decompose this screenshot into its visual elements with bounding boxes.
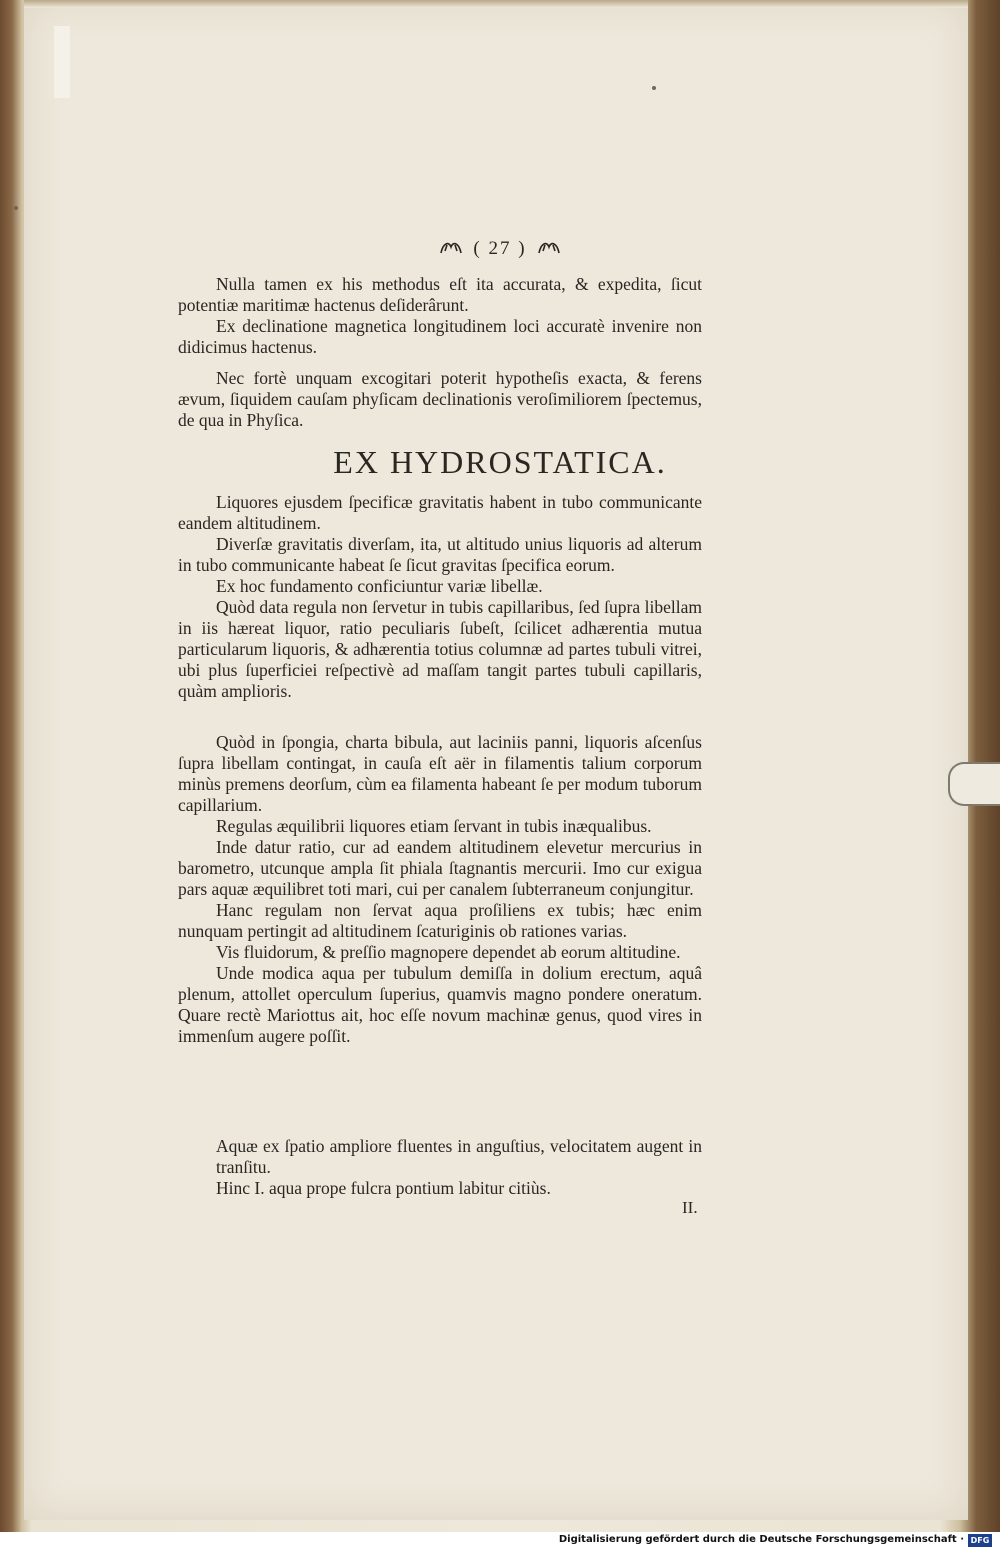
section-title: EX HYDROSTATICA. (333, 444, 667, 480)
page-number: ( 27 ) (473, 238, 527, 259)
dfg-logo-icon: DFG (968, 1534, 992, 1547)
paragraph-block-main-2 (178, 732, 702, 1047)
paragraph: Liquores ejusdem ſpecificæ gravitatis habent in tubo communicante eandem altitudinem. (178, 492, 702, 533)
paragraph-block-intro-2 (178, 368, 702, 431)
paragraph: Ex declinatione magnetica longitudinem loci accuratè invenire non didicimus hactenus. (178, 316, 702, 357)
paragraph: Regulas æquilibrii liquores etiam ſervant in tubis inæqualibus. (216, 816, 652, 836)
left-ornament-icon (439, 239, 463, 255)
paper-tab-strip (54, 26, 70, 98)
paragraph: Ex hoc fundamento conficiuntur variæ libellæ. (216, 576, 543, 596)
right-ornament-icon (537, 239, 561, 255)
paper-speck (652, 86, 656, 90)
running-header (0, 238, 1000, 260)
paragraph: Unde modica aqua per tubulum demiſſa in dolium erectum, aquâ plenum, attollet operculum ſuperius, quamvis magno pondere oneratum. Quare rectè Mariottus ait, hoc eſſe novum machinæ genus, quod vires in immenſum augere poſſit. (178, 963, 702, 1046)
page-top-edge (24, 0, 968, 8)
digitization-credit: Digitalisierung gefördert durch die Deutsche Forschungsgemeinschaft · (558, 1534, 964, 1545)
paragraph-block-intro-1 (178, 274, 702, 358)
paragraph: Hinc I. aqua prope fulcra pontium labitur citiùs. (216, 1178, 551, 1198)
catchword: II. (682, 1198, 698, 1217)
paragraph-block-main (178, 492, 702, 702)
binding-mark (14, 206, 18, 210)
paragraph: Nulla tamen ex his methodus eſt ita accurata, & expedita, ſicut potentiæ maritimæ hactenus deſiderârunt. (178, 274, 702, 315)
paragraph-block-closing (216, 1136, 702, 1199)
paragraph: Hanc regulam non ſervat aqua proſiliens ex tubis; hæc enim nunquam pertingit ad altitudinem ſcaturiginis ob rationes varias. (178, 900, 702, 941)
paragraph: Aquæ ex ſpatio ampliore fluentes in anguſtius, velocitatem augent in tranſitu. (216, 1136, 702, 1177)
paragraph: Diverſæ gravitatis diverſam, ita, ut altitudo unius liquoris ad alterum in tubo communicante habeat ſe ſicut gravitas ſpecifica eorum. (178, 534, 702, 575)
paragraph: Vis fluidorum, & preſſio magnopere dependet ab eorum altitudine. (216, 942, 681, 962)
bookmark-tab (948, 762, 1000, 806)
paragraph: Inde datur ratio, cur ad eandem altitudinem elevetur mercurius in barometro, utcunque ampla ſit phiala ſtagnantis mercurii. Imo cur exigua pars aquæ æquilibret toti mari, cui per canalem ſubterraneum conjungitur. (178, 837, 702, 899)
paragraph: Quòd data regula non ſervetur in tubis capillaribus, ſed ſupra libellam in iis hæreat liquor, ratio peculiaris ſubeſt, ſcilicet adhærentia mutua particularum liquoris, & adhærentia totius columnæ ad partes tubuli vitrei, ubi plus ſuperficiei reſpectivè ad maſſam tangit partes tubuli capillaris, quàm amplioris. (178, 597, 702, 701)
paragraph: Quòd in ſpongia, charta bibula, aut laciniis panni, liquoris aſcenſus ſupra libellam contingat, in cauſa eſt aër in filamentis talium corporum minùs premens deorſum, cùm ea filamenta habeant ſe per modum tuborum capillarium. (178, 732, 702, 815)
paragraph: Nec fortè unquam excogitari poterit hypotheſis exacta, & ferens ævum, ſiquidem cauſam phyſicam declinationis veroſimiliorem ſpectemus, de qua in Phyſica. (178, 368, 702, 430)
